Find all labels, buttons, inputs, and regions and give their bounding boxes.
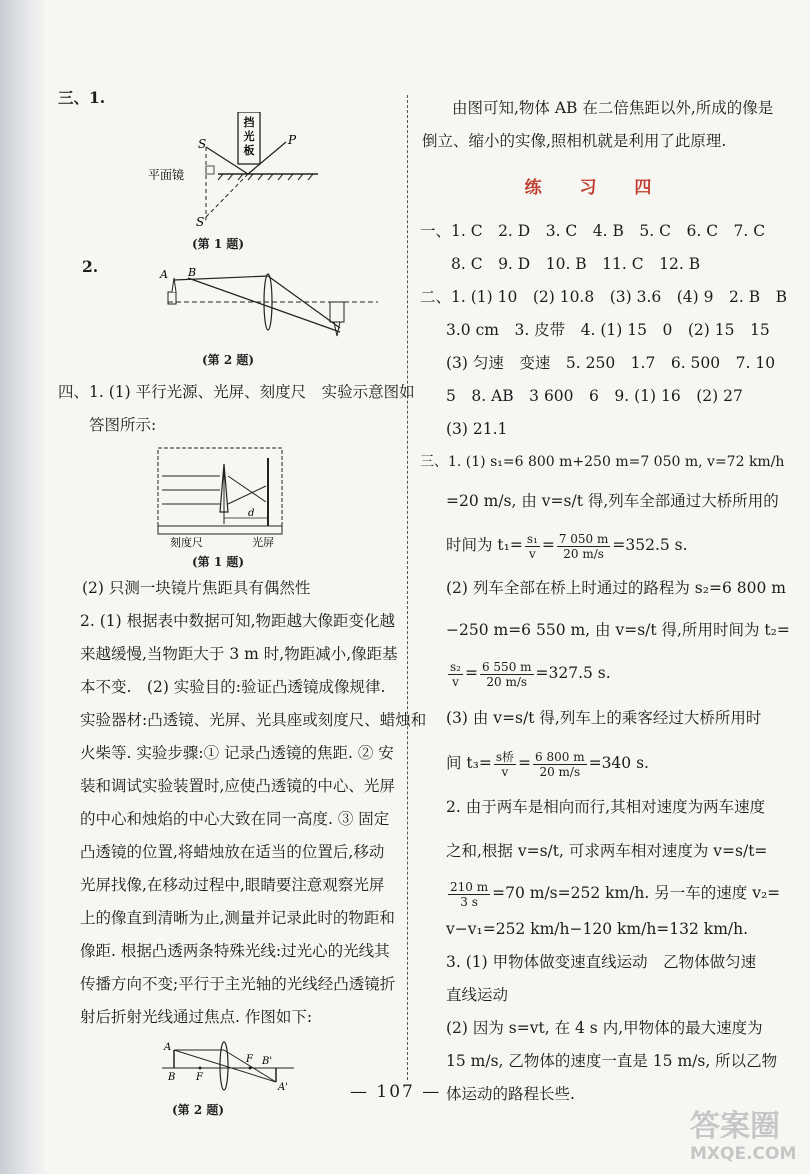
label-b-prime: B' — [262, 1056, 273, 1067]
fraction-num: 6 800 m — [535, 749, 585, 764]
q2-line-4: 实验器材:凸透镜、光屏、光具座或刻度尺、蜡烛和 — [80, 711, 427, 729]
q2-right-end: v−v₁=252 km/h−120 km/h=132 km/h. — [446, 920, 749, 938]
q2-line-7: 的中心和烛焰的中心大致在同一高度. ③ 固定 — [80, 810, 390, 828]
sec1-line-2: 8. C 9. D 10. B 11. C 12. B — [420, 255, 701, 273]
caption-fig1: (第 1 题) — [191, 237, 245, 251]
intro-line-1: 由图可知,物体 AB 在二倍焦距以外,所成的像是 — [452, 99, 774, 117]
sec1-line-1: 一、1. C 2. D 3. C 4. B 5. C 6. C 7. C — [420, 222, 766, 240]
q3-line-4: 15 m/s, 乙物体的速度一直是 15 m/s, 所以乙物 — [446, 1052, 778, 1070]
label-f: F — [196, 1072, 203, 1083]
fraction-den: 3 s — [460, 894, 478, 909]
label-a: A — [160, 268, 168, 281]
label-d: d — [248, 508, 255, 519]
q2-line-5: 火柴等. 实验步骤:① 记录凸透镜的焦距. ② 安 — [80, 744, 394, 762]
q3-line-3: (2) 因为 s=vt, 在 4 s 内,甲物体的最大速度为 — [446, 1019, 763, 1037]
label-b2: B — [168, 1072, 176, 1083]
time3-row: 间 t₃= $\frac{\text{s桥}}{v}$ = $\frac{6 800 m}{20 m/s}$ =340 s. — [446, 749, 649, 779]
fraction-6800 — [533, 750, 587, 779]
time1-row — [446, 523, 772, 567]
q2-line-8: 凸透镜的位置,将蜡烛放在适当的位置后,移动 — [80, 843, 385, 861]
fraction-den: 20 m/s — [539, 764, 581, 779]
fraction-num: s₂ — [450, 659, 461, 674]
right-column — [420, 92, 790, 1111]
screen-label: 光屏 — [252, 536, 274, 549]
section-4-q1-part2: (2) 只测一块镜片焦距具有偶然性 — [82, 579, 311, 597]
label-p: P — [288, 133, 297, 147]
page-number: — 107 — — [350, 1082, 442, 1102]
fraction-sbridge-v — [494, 750, 516, 779]
time2-result: =327.5 s. — [535, 664, 611, 682]
sec3-q1-line-2: =20 m/s, 由 v=s/t 得,列车全部通过大桥所用的 — [446, 492, 779, 510]
equals: = — [541, 536, 555, 554]
q1-part2-line-1: (2) 列车全部在桥上时通过的路程为 s₂=6 800 m — [446, 579, 786, 597]
figure-convex-lens-image — [158, 1038, 298, 1094]
watermark-line-1: 答案圈 — [690, 1109, 780, 1144]
sec2-line-3: (3) 匀速 变速 5. 250 1.7 6. 500 7. 10 — [446, 354, 776, 372]
fraction-den: 20 m/s — [563, 546, 604, 561]
caption-fig2: (第 2 题) — [201, 353, 255, 367]
label-a-prime: A' — [278, 1082, 288, 1093]
watermark-line-2: MXQE.COM — [690, 1144, 797, 1164]
q2-speed-text: =70 m/s=252 km/h. 另一车的速度 v₂= — [492, 884, 781, 902]
caption-fig4: (第 2 题) — [171, 1103, 225, 1117]
q2-line-13: 射后折射光线通过焦点. 作图如下: — [80, 1008, 313, 1026]
q2-line-9: 光屏找像,在移动过程中,眼睛要注意观察光屏 — [80, 876, 385, 894]
fraction-num: 7 050 m — [558, 531, 609, 546]
fraction-210-3 — [448, 880, 490, 909]
q3-line-2: 直线运动 — [446, 986, 509, 1004]
mirror-label: 平面镜 — [148, 168, 185, 182]
intro-line-2: 倒立、缩小的实像,照相机就是利用了此原理. — [422, 132, 727, 150]
fraction-den: v — [528, 546, 536, 561]
label-f2: F — [246, 1054, 253, 1065]
sec2-line-2: 3.0 cm 3. 皮带 4. (1) 15 0 (2) 15 15 — [446, 321, 770, 339]
q2-right-speed-row — [446, 873, 781, 913]
ruler-label: 刻度尺 — [170, 536, 203, 549]
section-title: 练 习 四 — [524, 178, 668, 198]
q2-label: 2. — [82, 257, 99, 276]
fraction-den: v — [501, 764, 509, 779]
q2-line-11: 像距. 根据凸透两条特殊光线:过光心的光线其 — [80, 942, 390, 960]
sec2-line-4: 5 8. AB 3 600 6 9. (1) 16 (2) 27 — [446, 387, 743, 405]
fraction-num: s桥 — [495, 749, 515, 764]
column-divider — [407, 95, 408, 1080]
fraction-s2-v — [448, 660, 463, 689]
figure-mirror-reflection — [128, 112, 368, 232]
time2-row: $\frac{\text{s₂}}{v}$ = $\frac{6 550 m}{20 m/s}$ =327.5 s. — [450, 659, 611, 689]
fraction-6550 — [480, 660, 534, 689]
label-s: S — [198, 137, 207, 151]
q2-line-6: 装和调试实验装置时,应使凸透镜的中心、光屏 — [80, 777, 395, 795]
blocker-label-1: 挡 — [243, 116, 255, 129]
left-column — [58, 84, 427, 1120]
time1-result: =352.5 s. — [612, 536, 688, 554]
fraction-num: 6 550 m — [481, 659, 532, 674]
section-4-line-2: 答图所示: — [58, 416, 157, 434]
svg-text:板: 板 — [243, 144, 255, 157]
time3-result: =340 s. — [588, 754, 649, 772]
time1-prefix: 时间为 t₁= — [446, 536, 523, 554]
label-a2: A — [164, 1042, 172, 1053]
fraction-7050 — [557, 532, 611, 561]
binding-gutter — [0, 0, 44, 1174]
label-s-prime: S' — [196, 215, 208, 229]
svg-text:光: 光 — [243, 130, 255, 143]
fraction-den: v — [452, 674, 459, 689]
q2-right-line-2: 之和,根据 v=s/t, 可求两车相对速度为 v=s/t= — [446, 842, 768, 860]
q2-right-line-1: 2. 由于两车是相向而行,其相对速度为两车速度 — [446, 798, 766, 816]
sec3-q1-line-1: 三、1. (1) s₁=6 800 m+250 m=7 050 m, v=72 km/h — [420, 454, 785, 470]
fraction-s1-v — [525, 532, 540, 561]
caption-fig3: (第 1 题) — [191, 555, 245, 569]
figure-lens-ray — [148, 266, 388, 346]
watermark — [690, 1110, 808, 1170]
sec2-line-1: 二、1. (1) 10 (2) 10.8 (3) 3.6 (4) 9 2. B B — [420, 288, 787, 306]
q2-line-2: 来越缓慢,当物距大于 3 m 时,物距减小,像距基 — [80, 645, 398, 663]
fraction-num: s₁ — [526, 531, 538, 546]
q2-line-3: 本不变. (2) 实验目的:验证凸透镜成像规律. — [80, 678, 386, 696]
sec2-line-5: (3) 21.1 — [446, 420, 508, 438]
q2-line-10: 上的像直到清晰为止,测量并记录此时的物距和 — [80, 909, 395, 927]
q3-line-1: 3. (1) 甲物体做变速直线运动 乙物体做匀速 — [446, 953, 757, 971]
section-3-q1-label: 三、1. — [58, 88, 106, 107]
label-b: B — [188, 266, 197, 279]
q1-part3-line-1: (3) 由 v=s/t 得,列车上的乘客经过大桥所用时 — [446, 709, 762, 727]
q3-line-5: 体运动的路程长些. — [446, 1085, 575, 1103]
figure-focal-length-setup — [156, 446, 296, 550]
q1-part2-line-2: −250 m=6 550 m, 由 v=s/t 得,所用时间为 t₂= — [446, 621, 790, 639]
q2-line-12: 传播方向不变;平行于主光轴的光线经凸透镜折 — [80, 975, 396, 993]
section-4-line-1: 四、1. (1) 平行光源、光屏、刻度尺 实验示意图如 — [58, 383, 415, 401]
time3-prefix: 间 t₃= — [446, 754, 492, 772]
fraction-num: 210 m — [450, 879, 489, 894]
q2-line-1: 2. (1) 根据表中数据可知,物距越大像距变化越 — [80, 612, 396, 630]
fraction-den: 20 m/s — [486, 674, 528, 689]
